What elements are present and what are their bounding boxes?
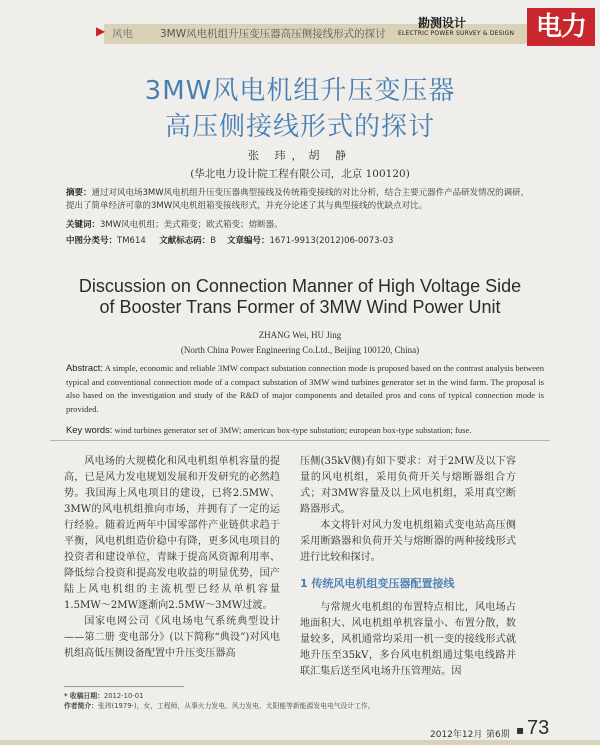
author-bio-label: 作者简介： (64, 702, 98, 710)
abstract-cn-label: 摘要： (66, 188, 92, 198)
body-column-left (64, 454, 280, 662)
article-no-label: 文章编号： (226, 236, 270, 246)
issue-date: 2012年12月 (430, 730, 483, 740)
body-column-right (300, 454, 516, 680)
clc-label: 中图分类号： (66, 236, 118, 246)
received-label: * 收稿日期： (64, 692, 104, 700)
authors-en: ZHANG Wei, HU Jing (258, 330, 342, 340)
page-header (0, 0, 600, 46)
body-paragraph: 压侧(35kV侧)有如下要求：对于2MW及以下容量的风电机组，采用负荷开关与熔断器组合方式；对3MW容量及以上风电机组，采用真空断路器形式。 (300, 456, 516, 515)
article-no-value: 1671-9913(2012)06-0073-03 (269, 236, 394, 246)
affiliation-cn: (华北电力设计院工程有限公司，北京 100120) (190, 168, 410, 180)
abstract-cn-text: 通过对风电场3MW风电机组升压变压器典型接线及传统箱变接线的对比分析，结合主要元器件产品研发情况的调研，提出了简单经济可靠的3MW风电机组箱变接线形式，并充分论述了其与典型接线的优缺点对比。 (66, 188, 530, 211)
title-cn-line1: 3MW风电机组升压变压器 (144, 76, 456, 106)
section-heading: 1 传统风电机组变压器配置接线 (300, 577, 455, 590)
body-paragraph: 风电场的大规模化和风电机组单机容量的提高，已是风力发电规划发展和开发研究的必然趋势。我国海上风电项目的建设，已将2.5MW、3MW的风电机组推向市场，并拥有了一定的运行经验。随着近两年中国零部件产业链供求趋于平衡，风电机组造价稳中有降，更多风电项目的投资者和建设单位，青睐于提高风资源利用率、降低综合投资和提高发电收益的明显优势，国产陆上风电机组的主流机型已经从单机容量1.5MW～2MW逐渐向2.5MW～3MW过渡。 (64, 456, 280, 611)
abstract-en-label: Abstract: (66, 362, 103, 373)
classification-line (66, 235, 536, 248)
running-title: 3MW风电机组升压变压器高压侧接线形式的探讨 (160, 28, 386, 40)
keywords-cn-text: 3MW风电机组；美式箱变；欧式箱变；熔断器。 (100, 220, 283, 230)
received-date: 2012-10-01 (103, 692, 144, 700)
divider (50, 440, 550, 441)
doc-code-value: B (210, 236, 217, 246)
author-bio: 张玮(1979-)，女，工程师，从事火力发电、风力发电、太阳能等新能源发电电气设计工作。 (97, 702, 375, 710)
keywords-en-text: wind turbines generator set of 3MW; american box-type substation; european box-type substation; fuse. (112, 425, 472, 435)
body-paragraph: 与常规火电机组的布置特点相比，风电场占地面积大、风电机组单机容量小、布置分散，数量较多，风机通常均采用一机一变的接线形式就地升压至35kV，多台风电机组通过集电线路并联汇集后送至风电场升压管理站。因 (300, 602, 516, 677)
keywords-cn-label: 关键词： (66, 220, 101, 230)
keywords-en-label: Key words: (66, 424, 113, 435)
header-arrow-icon: ▶ (96, 24, 106, 38)
issue-number: 第6期 (486, 730, 510, 740)
footnote-received (64, 690, 143, 700)
affiliation-en: (North China Power Engineering Co.Ltd., Beijing 100120, China) (180, 345, 420, 355)
column-name-en: ELECTRIC POWER SURVEY & DESIGN (398, 30, 515, 37)
journal-logo: 电力 (527, 8, 595, 46)
body-paragraph: 国家电网公司《风电场电气系统典型设计——第二册 变电部分》(以下简称“典设”)对风电机组高低压侧设备配置中升压变压器高 (64, 616, 280, 659)
doc-code-label: 文献标志码： (159, 236, 211, 246)
abstract-cn (66, 187, 536, 213)
abstract-en (66, 361, 544, 416)
bullet-icon: ▪ (516, 723, 525, 737)
abstract-en-text: A simple, economic and reliable 3MW compact substation connection mode is proposed based on the contrast analysis between typical and conventional connection mode of a compact substation of 3MW wind turbines generator set in the wind farm. The proposal is also based on the investigation and study of the R&D of major components and detailed pros and cons of typical connection mode is provided. (66, 363, 544, 414)
authors-cn: 张 玮，胡 静 (248, 149, 352, 162)
footer-band (0, 740, 600, 745)
header-section: 风电 (112, 28, 133, 40)
column-name-cn: 勘测设计 (418, 16, 467, 30)
body-paragraph: 本文将针对风力发电机组箱式变电站高压侧采用断路器和负荷开关与熔断器的两种接线形式进行比较和探讨。 (300, 520, 516, 563)
title-cn-line2: 高压侧接线形式的探讨 (164, 112, 435, 142)
keywords-en (66, 424, 544, 435)
keywords-cn (66, 219, 536, 232)
page-number: 73 (527, 717, 550, 739)
title-en-line1: Discussion on Connection Manner of High Voltage Side (78, 276, 522, 296)
footnote-author (64, 700, 375, 710)
clc-value: TM614 (117, 236, 146, 246)
footnote-divider (64, 686, 184, 687)
title-en-line2: of Booster Trans Former of 3MW Wind Power Unit (99, 297, 501, 317)
